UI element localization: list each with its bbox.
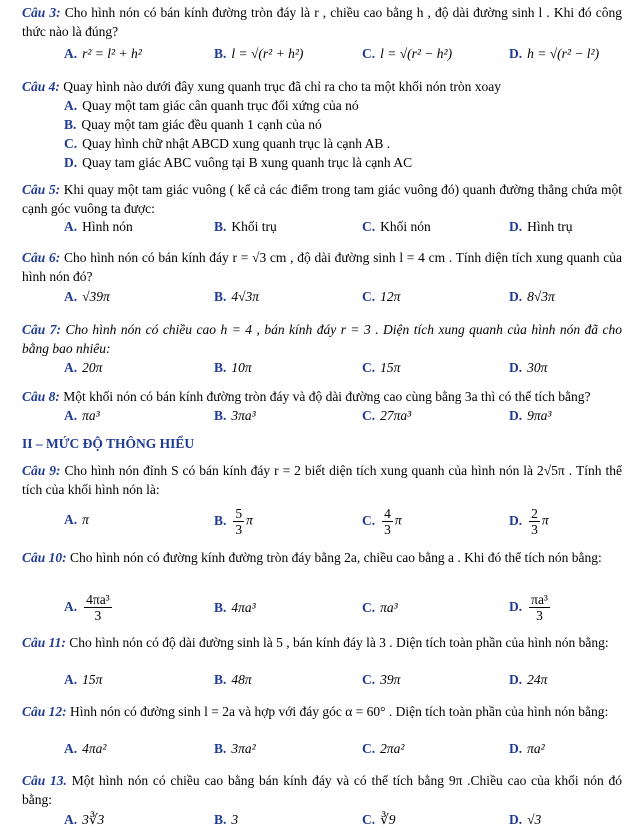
question-3 [22,3,622,41]
question-5 [22,180,622,218]
question-10 [22,548,622,567]
question-11 [22,633,622,652]
option-d[interactable]: D. Hình trụ [509,219,573,234]
question-number: Câu 10: [22,550,67,565]
option-c[interactable]: C. 2πa² [362,741,405,756]
option-c[interactable]: C. πa³ [362,600,398,615]
option-c[interactable]: C. ∛9 [362,812,396,827]
option-a[interactable]: A. πa³ [64,408,100,423]
options-q8 [64,408,624,430]
option-d[interactable]: D. 8√3π [509,289,555,304]
question-7 [22,320,622,358]
option-a[interactable]: A. π [64,512,89,527]
question-text: Cho hình nón đỉnh S có bán kính đáy r = 2 biết diện tích xung quanh của hình nón là 2√5π . Tính thể tích của khối hình nón là: [22,463,623,497]
question-4 [22,77,622,96]
option-a[interactable]: A. $\frac{\text{4πa³}}{3}$ [64,592,110,623]
question-text: Cho hình nón có bán kính đáy r = √3 cm , độ dài đường sinh l = 4 cm . Tính diện tích xung quanh của hình nón đó? [22,250,622,284]
option-b[interactable]: B. 48π [214,672,252,687]
option-c[interactable]: C. $\frac{4}{3}$ π [362,506,402,537]
option-d[interactable]: D. h = √(r² − l²) [509,46,600,61]
question-8 [22,387,622,406]
option-a[interactable]: A. √39π [64,289,110,304]
question-text: Hình nón có đường sinh l = 2a và hợp với đáy góc α = 60° . Diện tích toàn phần của hình nón bằng: [70,704,609,719]
question-number: Câu 8: [22,389,60,404]
question-number: Câu 12: [22,704,67,719]
options-q5 [64,219,624,241]
option-b[interactable]: B. 3πa² [214,741,256,756]
options-q6 [64,289,624,311]
option-b[interactable]: B. 4√3π [214,289,260,304]
question-text: Cho hình nón có chiều cao h = 4 , bán kính đáy r = 3 . Diện tích xung quanh của hình nón đã cho bằng bao nhiêu: [22,322,622,356]
option-c[interactable]: C. Khối nón [362,219,431,234]
option-a[interactable]: A. 20π [64,360,103,375]
option-a[interactable]: A. 4πa² [64,741,107,756]
section-heading: II – MỨC ĐỘ THÔNG HIỂU [22,436,195,451]
option-b[interactable]: B. Khối trụ [214,219,277,234]
option-c[interactable]: C. 39π [362,672,401,687]
question-number: Câu 9: [22,463,61,478]
option-b[interactable]: B. l = √(r² + h²) [214,46,304,61]
option-c[interactable]: C. 15π [362,360,401,375]
option-c[interactable]: C. 12π [362,289,401,304]
question-6 [22,248,622,286]
question-13 [22,771,622,809]
option-a[interactable]: A. 3∛3 [64,812,105,827]
question-9 [22,461,622,499]
question-text: Cho hình nón có đường kính đường tròn đáy bằng 2a, chiều cao bằng a . Khi đó thể tích nón bằng: [70,550,602,565]
option-b[interactable]: B. Quay một tam giác đều quanh 1 cạnh của nó [64,117,322,132]
option-d[interactable]: D. 30π [509,360,548,375]
option-b[interactable]: B. 10π [214,360,252,375]
option-d[interactable]: D. 24π [509,672,548,687]
options-q3 [64,46,624,68]
option-b[interactable]: B. 3πa³ [214,408,256,423]
option-c[interactable]: C. l = √(r² − h²) [362,46,453,61]
options-q12 [64,741,624,763]
option-a[interactable]: A. r² = l² + h² [64,46,142,61]
option-c[interactable]: C. 27πa³ [362,408,412,423]
options-q7 [64,360,624,382]
question-number: Câu 7: [22,322,61,337]
option-a[interactable]: A. Quay một tam giác cân quanh trục đối xứng của nó [64,98,359,113]
option-d[interactable]: D. πa² [509,741,545,756]
option-a[interactable]: A. Hình nón [64,219,133,234]
option-b[interactable]: B. $\frac{5}{3}$ π [214,506,253,537]
option-d[interactable]: D. $\frac{2}{3}$ π [509,506,549,537]
option-d[interactable]: D. √3 [509,812,542,827]
question-number: Câu 5: [22,182,61,197]
option-b[interactable]: B. 3 [214,812,239,827]
option-c[interactable]: C. Quay hình chữ nhật ABCD xung quanh trục là cạnh AB . [64,136,391,151]
option-d[interactable]: D. Quay tam giác ABC vuông tại B xung quanh trục là cạnh AC [64,155,413,170]
option-a[interactable]: A. 15π [64,672,103,687]
options-q9 [64,506,624,540]
question-12 [22,702,622,721]
question-text: Cho hình nón có độ dài đường sinh là 5 , bán kính đáy là 3 . Diện tích toàn phần của hình nón bằng: [69,635,609,650]
question-number: Câu 6: [22,250,61,265]
option-d[interactable]: D. 9πa³ [509,408,552,423]
options-q10 [64,592,624,628]
options-q13 [64,812,624,834]
question-number: Câu 3: [22,5,61,20]
question-text: Một khối nón có bán kính đường tròn đáy và độ dài đường cao cùng bằng 3a thì có thể tích bằng? [63,389,591,404]
question-number: Câu 13. [22,773,67,788]
options-q11 [64,672,624,694]
question-number: Câu 4: [22,79,60,94]
question-text: Quay hình nào dưới đây xung quanh trục đã chỉ ra cho ta một khối nón tròn xoay [63,79,502,94]
option-d[interactable]: D. $\frac{\text{πa³}}{3}$ [509,592,548,623]
question-text: Một hình nón có chiều cao bằng bán kính đáy và có thể tích bằng 9π .Chiều cao của khối nón đó bằng: [22,773,623,807]
question-number: Câu 11: [22,635,66,650]
question-text: Cho hình nón có bán kính đường tròn đáy là r , chiều cao bằng h , độ dài đường sinh l . Khi đó công thức nào là đúng? [22,5,623,39]
question-text: Khi quay một tam giác vuông ( kể cả các điểm trong tam giác vuông đó) quanh đường thẳng chứa một cạnh góc vuông ta được: [22,182,623,216]
option-b[interactable]: B. 4πa³ [214,600,256,615]
